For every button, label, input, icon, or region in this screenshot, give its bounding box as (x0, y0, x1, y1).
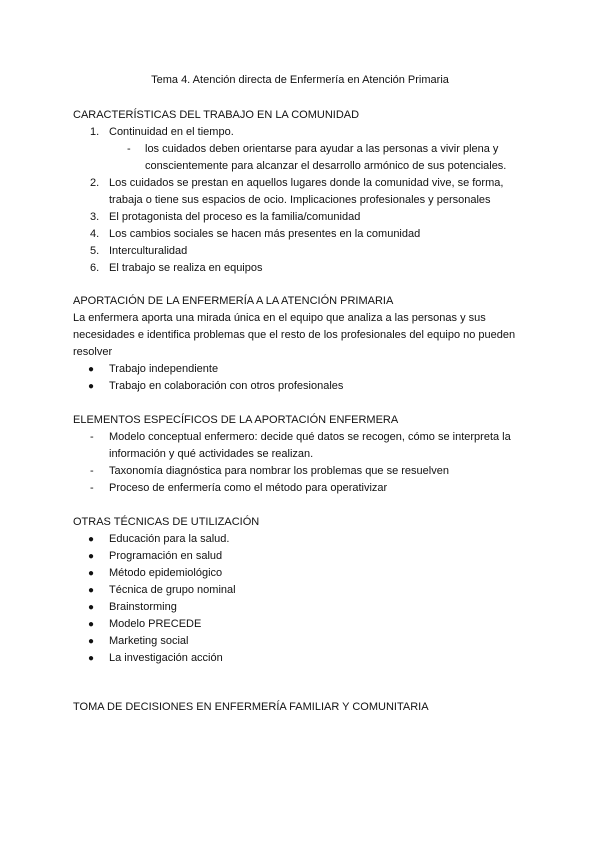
dash-item-text: Modelo conceptual enfermero: decide qué datos se recogen, cómo se interpreta la información y qué actividades se realizan. (109, 431, 511, 460)
bullet-icon: ● (88, 568, 95, 579)
list-number: 3. (90, 211, 100, 223)
list-number: 5. (90, 245, 100, 257)
list-item (73, 260, 533, 277)
bullet-text: La investigación acción (109, 652, 223, 664)
section-toma-decisiones (73, 699, 533, 716)
dash-marker: - (90, 465, 94, 477)
section-otras-tecnicas (73, 514, 533, 667)
bullet-icon: ● (88, 602, 95, 613)
list-item-text: Interculturalidad (109, 245, 188, 257)
dash-item (73, 429, 533, 463)
bullet-item (73, 616, 533, 633)
bullet-item (73, 378, 533, 395)
bullet-text: Brainstorming (109, 601, 177, 613)
section-aportacion (73, 293, 533, 395)
bullet-text: Trabajo en colaboración con otros profesionales (109, 380, 344, 392)
dash-marker: - (90, 431, 94, 443)
list-item-text: Continuidad en el tiempo. (109, 126, 234, 138)
section-heading: APORTACIÓN DE LA ENFERMERÍA A LA ATENCIÓN PRIMARIA (73, 295, 394, 307)
bullet-text: Marketing social (109, 635, 189, 647)
section-paragraph: La enfermera aporta una mirada única en el equipo que analiza a las personas y sus necesidades e identifica problemas que el resto de los profesionales del equipo no pueden resolver (73, 312, 516, 358)
dash-marker: - (127, 143, 131, 155)
dash-item (73, 463, 533, 480)
section-elementos (73, 412, 533, 497)
list-item-text: El protagonista del proceso es la familia/comunidad (109, 211, 361, 223)
list-number: 4. (90, 228, 100, 240)
bullet-item (73, 582, 533, 599)
dash-item (73, 480, 533, 497)
bullet-item (73, 633, 533, 650)
dash-item-text: Proceso de enfermería como el método para operativizar (109, 482, 388, 494)
bullet-icon: ● (88, 636, 95, 647)
bullet-item (73, 599, 533, 616)
sub-list-item (73, 141, 533, 175)
bullet-icon: ● (88, 381, 95, 392)
bullet-item (73, 531, 533, 548)
list-item-text: El trabajo se realiza en equipos (109, 262, 263, 274)
bullet-icon: ● (88, 585, 95, 596)
dash-marker: - (90, 482, 94, 494)
list-item-text: Los cuidados se prestan en aquellos lugares donde la comunidad vive, se forma, trabaja o tiene sus espacios de ocio. Implicaciones profesionales y personales (109, 177, 504, 206)
list-item (73, 124, 533, 141)
section-heading: TOMA DE DECISIONES EN ENFERMERÍA FAMILIAR Y COMUNITARIA (73, 701, 429, 713)
section-heading: CARACTERÍSTICAS DEL TRABAJO EN LA COMUNIDAD (73, 109, 360, 121)
bullet-item (73, 548, 533, 565)
bullet-text: Método epidemiológico (109, 567, 223, 579)
bullet-item (73, 361, 533, 378)
bullet-text: Modelo PRECEDE (109, 618, 202, 630)
bullet-icon: ● (88, 364, 95, 375)
bullet-icon: ● (88, 653, 95, 664)
list-number: 2. (90, 177, 100, 189)
section-heading: ELEMENTOS ESPECÍFICOS DE LA APORTACIÓN ENFERMERA (73, 414, 399, 426)
bullet-text: Trabajo independiente (109, 363, 219, 375)
list-number: 1. (90, 126, 100, 138)
document-title: Tema 4. Atención directa de Enfermería en Atención Primaria (151, 74, 449, 86)
dash-item-text: Taxonomía diagnóstica para nombrar los problemas que se resuelven (109, 465, 449, 477)
bullet-item (73, 650, 533, 667)
list-item (73, 226, 533, 243)
list-item (73, 175, 533, 209)
list-item-text: Los cambios sociales se hacen más presentes en la comunidad (109, 228, 421, 240)
bullet-icon: ● (88, 551, 95, 562)
list-number: 6. (90, 262, 100, 274)
list-item (73, 243, 533, 260)
list-item (73, 209, 533, 226)
section-caracteristicas (73, 107, 533, 277)
bullet-item (73, 565, 533, 582)
bullet-text: Técnica de grupo nominal (109, 584, 236, 596)
bullet-icon: ● (88, 534, 95, 545)
section-heading: OTRAS TÉCNICAS DE UTILIZACIÓN (73, 516, 260, 528)
bullet-text: Programación en salud (109, 550, 223, 562)
bullet-text: Educación para la salud. (109, 533, 230, 545)
sub-list-item-text: los cuidados deben orientarse para ayudar a las personas a vivir plena y conscientemente para alcanzar el desarrollo armónico de sus potenciales. (145, 143, 507, 172)
bullet-icon: ● (88, 619, 95, 630)
